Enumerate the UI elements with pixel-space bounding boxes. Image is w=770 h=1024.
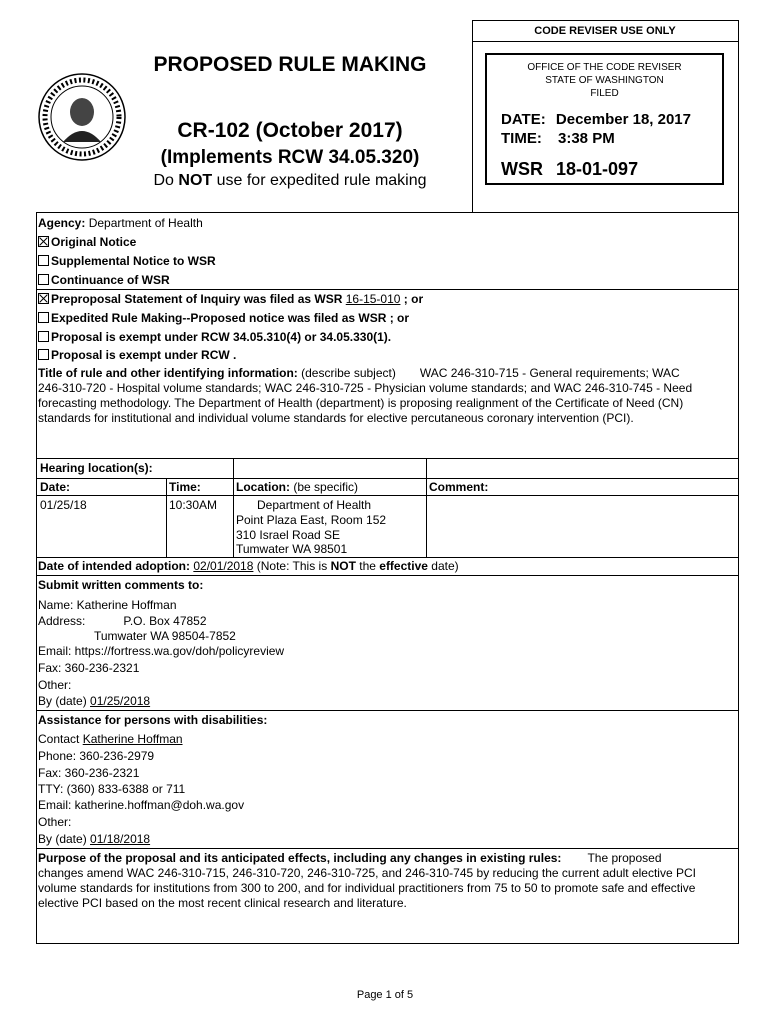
form-title: PROPOSED RULE MAKING: [153, 53, 427, 76]
time-label: TIME:: [501, 130, 542, 147]
checkbox-icon[interactable]: [38, 312, 49, 323]
preproposal-option[interactable]: Preproposal Statement of Inquiry was filed as WSR 16-15-010 ; or: [38, 292, 423, 307]
assistance-fax: Fax: 360-236-2321: [38, 766, 140, 780]
hearing-location-1: Department of Health: [257, 498, 372, 512]
date-label: DATE:: [501, 111, 546, 128]
comments-by-date: By (date) 01/25/2018: [38, 694, 151, 708]
date-value: December 18, 2017: [555, 111, 691, 128]
wsr-value: 18-01-097: [556, 159, 639, 179]
rule-title-line3: forecasting methodology. The Department of Health (department) is proposing realignment of the Certificate of Need (CN): [38, 396, 684, 410]
comments-fax: Fax: 360-236-2321: [38, 661, 140, 675]
form-note: Do NOT use for expedited rule making: [153, 172, 427, 189]
expedited-option[interactable]: Expedited Rule Making--Proposed notice was filed as WSR ; or: [38, 311, 409, 326]
page-number: Page 1 of 5: [356, 989, 414, 1001]
assistance-label: Assistance for persons with disabilities:: [38, 713, 268, 727]
hearing-location-header: Location: (be specific): [236, 480, 359, 494]
filed-stamp-box: [485, 53, 724, 185]
rule-title-line1: Title of rule and other identifying information: (describe subject) WAC 246-310-715 - General requirements; WAC: [38, 366, 680, 380]
wsr-label: WSR: [501, 159, 543, 179]
exempt-rcw-option[interactable]: Proposal is exempt under RCW 34.05.310(4) or 34.05.330(1).: [38, 330, 391, 345]
comments-address-2: Tumwater WA 98504-7852: [94, 629, 236, 643]
checkbox-icon[interactable]: [38, 274, 49, 285]
purpose-line2: changes amend WAC 246-310-715, 246-310-720, 246-310-725, and 246-310-745 by reducing the current adult elective PCI: [38, 866, 696, 880]
continuance-option[interactable]: Continuance of WSR: [38, 273, 170, 288]
hearing-comment-header: Comment:: [429, 480, 489, 494]
purpose-line1: Purpose of the proposal and its anticipated effects, including any changes in existing rules: The proposed: [38, 851, 662, 865]
comments-other: Other:: [38, 678, 72, 692]
agency-label: Agency:: [38, 216, 86, 230]
office-line3: FILED: [590, 88, 619, 99]
adoption-date: Date of intended adoption: 02/01/2018 (Note: This is NOT the effective date): [38, 559, 459, 573]
code-reviser-header: CODE REVISER USE ONLY: [534, 25, 676, 37]
form-number: CR-102 (October 2017): [177, 119, 403, 142]
office-line1: OFFICE OF THE CODE REVISER: [527, 62, 682, 73]
checkbox-icon[interactable]: [38, 255, 49, 266]
office-line2: STATE OF WASHINGTON: [545, 75, 664, 86]
assistance-contact: Contact Katherine Hoffman: [38, 732, 183, 746]
hearing-time: 10:30AM: [169, 498, 218, 512]
checkbox-icon[interactable]: [38, 349, 49, 360]
comments-email: Email: https://fortress.wa.gov/doh/policyreview: [38, 644, 285, 658]
hearing-location-4: Tumwater WA 98501: [236, 542, 348, 556]
time-value: 3:38 PM: [558, 130, 615, 147]
purpose-line4: elective PCI based on the most recent clinical research and literature.: [38, 896, 407, 910]
hearing-time-header: Time:: [169, 480, 201, 494]
assistance-by-date: By (date) 01/18/2018: [38, 832, 151, 846]
rule-title-line4: standards for institutional and individual volume standards for elective percutaneous coronary intervention (PCI).: [38, 411, 634, 425]
comments-name: Name: Katherine Hoffman: [38, 598, 177, 612]
assistance-tty: TTY: (360) 833-6388 or 711: [38, 782, 186, 796]
original-notice-option[interactable]: Original Notice: [38, 235, 136, 250]
supplemental-notice-option[interactable]: Supplemental Notice to WSR: [38, 254, 216, 269]
assistance-other: Other:: [38, 815, 72, 829]
checked-checkbox-icon[interactable]: [38, 236, 49, 247]
assistance-email: Email: katherine.hoffman@doh.wa.gov: [38, 798, 245, 812]
checked-checkbox-icon[interactable]: [38, 293, 49, 304]
hearing-location-2: Point Plaza East, Room 152: [236, 513, 387, 527]
rule-title-line2: 246-310-720 - Hospital volume standards; WAC 246-310-725 - Physician volume standards; and WAC 246-310-745 - Need: [38, 381, 693, 395]
assistance-phone: Phone: 360-236-2979: [38, 749, 155, 763]
purpose-line3: volume standards for institutions from 300 to 200, and for individual practitioners from 75 to 50 to promote safe and effective: [38, 881, 696, 895]
checkbox-icon[interactable]: [38, 331, 49, 342]
hearing-label: Hearing location(s):: [40, 461, 153, 475]
hearing-date-header: Date:: [40, 480, 71, 494]
agency-value: Department of Health: [88, 216, 203, 230]
comments-address: Address: P.O. Box 47852: [38, 614, 207, 628]
exempt-under-option[interactable]: Proposal is exempt under RCW .: [38, 348, 236, 363]
form-implements: (Implements RCW 34.05.320): [160, 147, 420, 168]
comments-label: Submit written comments to:: [38, 578, 204, 592]
hearing-date: 01/25/18: [40, 498, 87, 512]
hearing-location-3: 310 Israel Road SE: [236, 528, 341, 542]
